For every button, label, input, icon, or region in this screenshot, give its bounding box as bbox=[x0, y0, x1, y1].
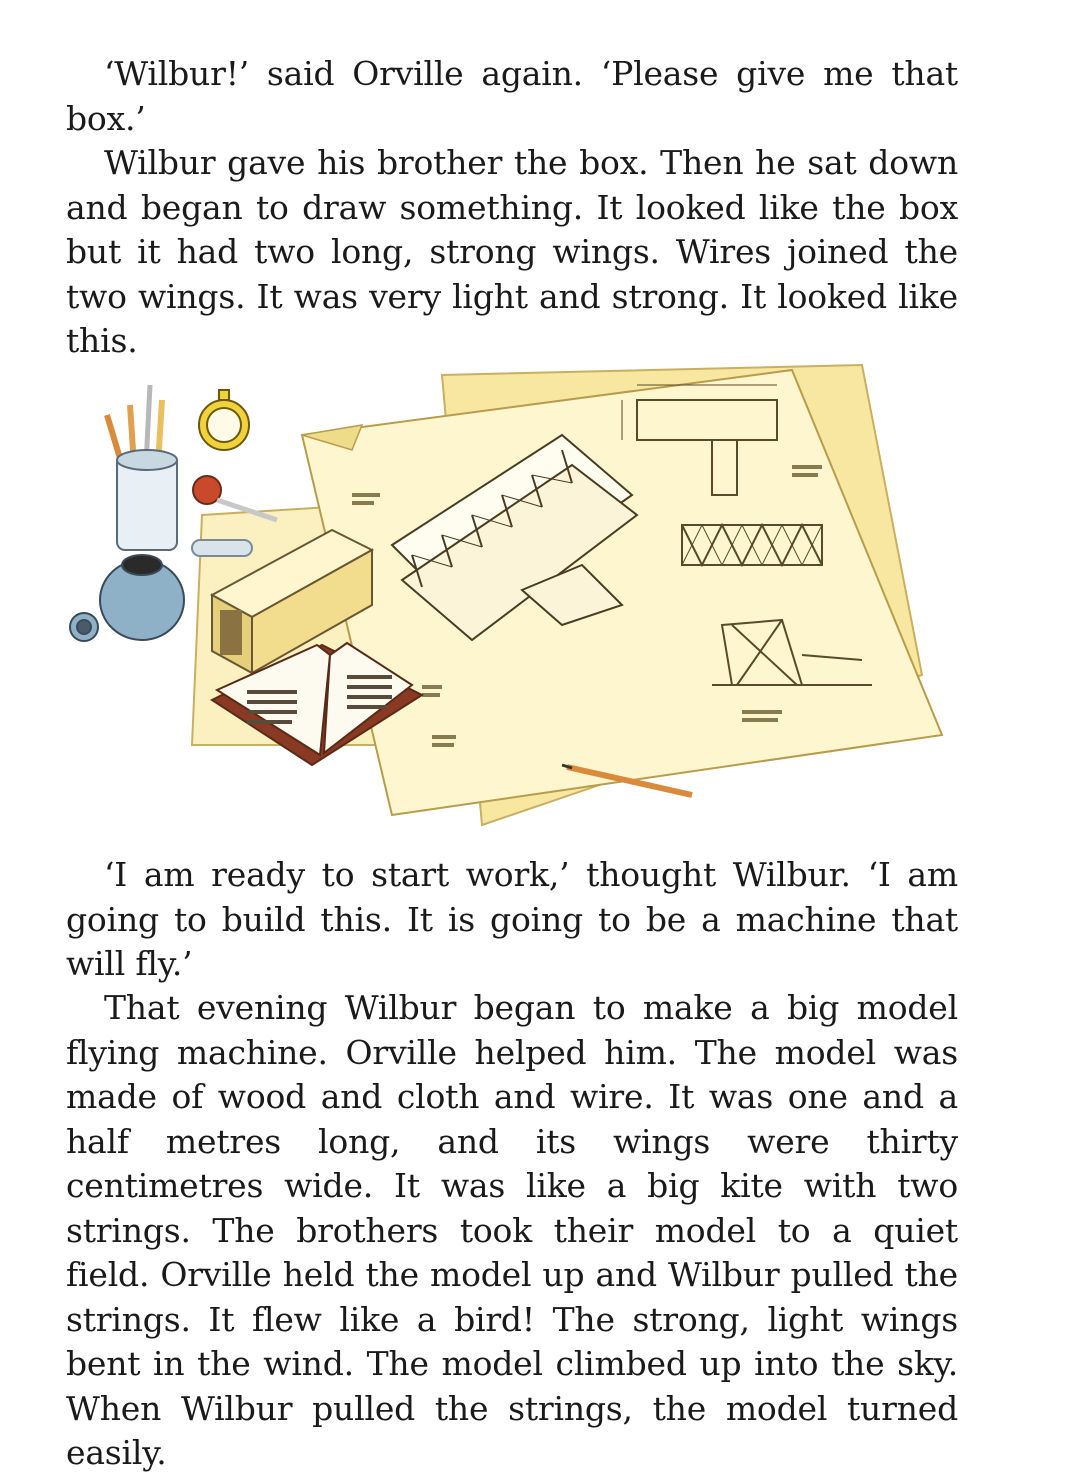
pocket-watch bbox=[199, 390, 249, 450]
paragraph-2: Wilbur gave his brother the box. Then he sat down and began to draw something. It looked like the box but it had two long, strong wings. Wires joined the two wings. It was very light and strong. It looked like this. bbox=[66, 143, 958, 360]
paragraph-1: ‘Wilbur!’ said Orville again. ‘Please give me that box.’ bbox=[66, 54, 958, 138]
paragraph-3: ‘I am ready to start work,’ thought Wilbur. ‘I am going to build this. It is going to be a machine that will fly.’ bbox=[66, 855, 958, 983]
ink-pot bbox=[70, 555, 184, 641]
pencil-pot bbox=[107, 385, 177, 550]
flying-machine-drawings-illustration bbox=[62, 355, 962, 835]
paragraph-4: That evening Wilbur began to make a big model flying machine. Orville helped him. The model was made of wood and cloth and wire. It was one and a half metres long, and its wings were thirty centimetres wide. It was like a big kite with two strings. The brothers took their model to a quiet field. Orville held the model up and Wilbur pulled the strings. It flew like a bird! The strong, light wings bent in the wind. The model climbed up into the sky. When Wilbur pulled the strings, the model turned easily. bbox=[66, 988, 958, 1472]
